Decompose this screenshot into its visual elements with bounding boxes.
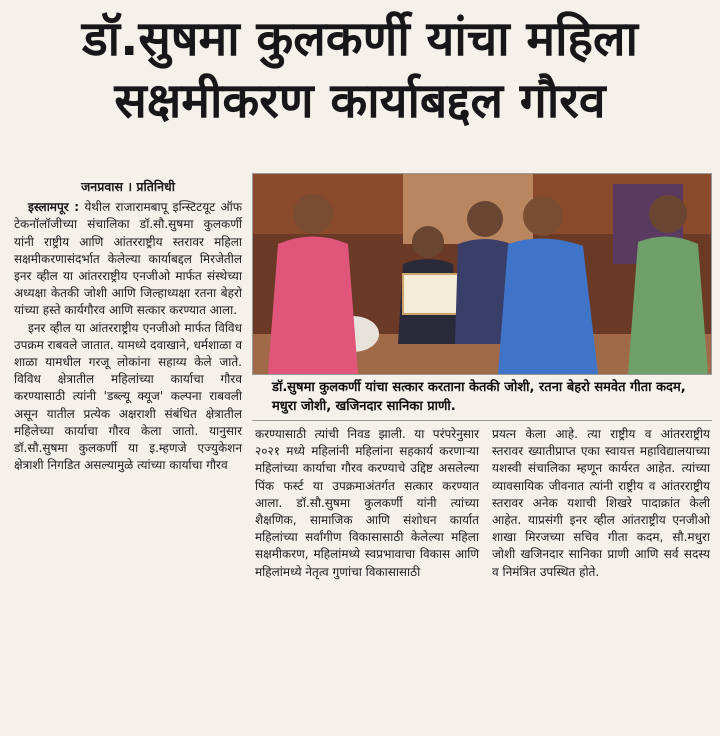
caption-divider bbox=[252, 420, 712, 421]
article-column-1 bbox=[14, 178, 242, 474]
paragraph-2: इनर व्हील या आंतरराष्ट्रीय एनजीओ मार्फत विविध उपक्रम राबवले जातात. यामध्ये दवाखाने, धर्मशाळा व शाळा यामधील गरजू लोकांना सहाय्य केले जाते. विविध क्षेत्रातील महिलांच्या कार्याचा गौरव करण्यासाठी त्यांनी 'डब्ल्यू क्यूज' कल्पना राबवली असून यातील प्रत्येक अक्षराशी संबंधित क्षेत्रातील महिलेच्या कार्याचा गौरव केला जातो. यानुसार डॉ.सौ.सुषमा कुलकर्णी या इ.म्हणजे एज्युकेशन क्षेत्राशी निगडित असल्यामुळे त्यांच्या कार्याचा गौरव bbox=[14, 320, 242, 473]
event-photo bbox=[252, 173, 712, 375]
headline-line-2: सक्षमीकरण कार्याबद्दल गौरव bbox=[114, 73, 606, 129]
article-column-3 bbox=[492, 426, 710, 581]
article-column-2 bbox=[255, 426, 479, 581]
photo-caption: डॉ.सुषमा कुलकर्णी यांचा सत्कार करताना केतकी जोशी, रतना बेहरो समवेत गीता कदम, मधुरा जोशी, खजिनदार सानिका प्राणी. bbox=[272, 380, 686, 414]
headline bbox=[0, 8, 720, 132]
paragraph-3: करण्यासाठी त्यांची निवड झाली. या परंपरेनुसार २०२१ मध्ये महिलांनी महिलांना सहकार्य करणाऱ्या महिलांच्या कार्याचा गौरव करण्याचे उद्दिष्ट असलेल्या पिंक फर्स्ट या उपक्रमाअंतर्गत सत्कार करण्यात आला. डॉ.सौ.सुषमा कुलकर्णी यांनी त्यांच्या शैक्षणिक, सामाजिक आणि संशोधन कार्यात महिलांच्या सर्वांगीण विकासासाठी केलेल्या महिला सक्षमीकरण, महिलांमध्ये स्वप्रभावाचा विकास आणि महिलांमध्ये नेतृत्व गुणांचा विकासासाठी bbox=[255, 427, 479, 579]
headline-line-1: डॉ.सुषमा कुलकर्णी यांचा महिला bbox=[81, 11, 638, 67]
paragraph-4: प्रयत्न केला आहे. त्या राष्ट्रीय व आंतरराष्ट्रीय स्तरावर ख्यातीप्राप्त एका स्वायत्त महाविद्यालयाच्या यशस्वी संचालिका म्हणून कार्यरत आहेत. त्यांच्या व्यावसायिक जीवनात त्यांनी राष्ट्रीय व आंतरराष्ट्रीय स्तरावर अनेक यशाची शिखरे पादाक्रांत केली आहेत. याप्रसंगी इनर व्हील आंतराष्ट्रीय एनजीओ शाखा मिरजच्या सचिव गीता कदम, सौ.मधुरा जोशी खजिनदार सानिका प्राणी आणि सर्व सदस्य व निमंत्रित उपस्थित होते. bbox=[492, 427, 710, 579]
byline: जनप्रवास । प्रतिनिधी bbox=[81, 179, 175, 194]
paragraph-1 bbox=[14, 199, 242, 319]
paragraph-1-text: येथील राजारामबापू इन्स्टिटयूट ऑफ टेकनॉलॉजीच्या संचालिका डॉ.सौ.सुषमा कुलकर्णी यांनी राष्ट्रीय आणि आंतरराष्ट्रीय स्तरावर महिला सक्षमीकरणासंदर्भात केलेल्या कार्याबद्दल मिरजेतील इनर व्हील या आंतरराष्ट्रीय एनजीओ मार्फत संस्थेच्या अध्यक्षा केतकी जोशी आणि जिल्हाध्यक्षा रतना बेहरो यांच्या हस्ते कार्यगौरव आणि सत्कार करण्यात आला. bbox=[14, 200, 242, 318]
dateline: इस्लामपूर : bbox=[28, 200, 80, 215]
